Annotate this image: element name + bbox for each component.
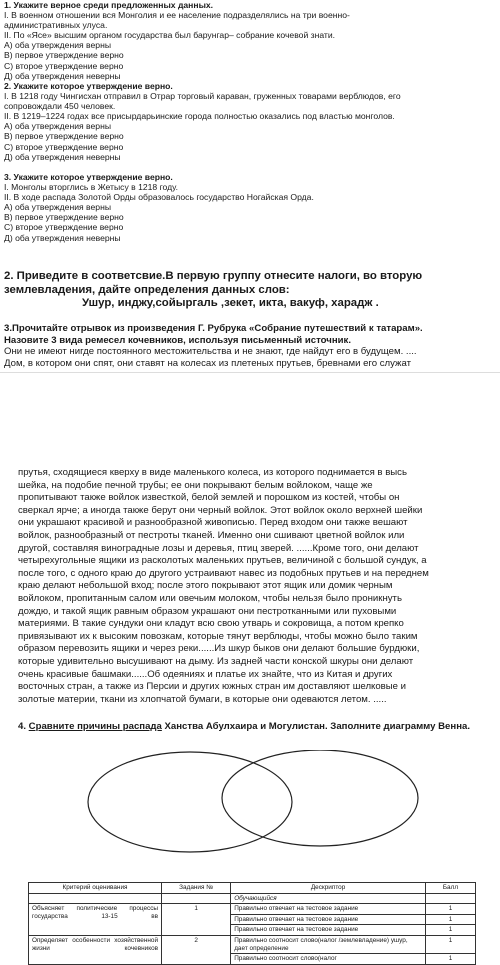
criterion-cell: Объясняет политические процессы государства 13-15 вв [29, 904, 162, 936]
answer-option: Д) оба утверждения неверны [4, 70, 121, 81]
answer-option: Д) оба утверждения неверны [4, 151, 121, 162]
excerpt-line: сверкал ярче; а иногда также берут они черный войлок. Этот войлок около верхней шейки [18, 504, 423, 516]
question-1-title: 1. Укажите верное среди предложенных данных. [4, 0, 214, 10]
table-row [29, 935, 476, 953]
score-cell: 1 [425, 914, 475, 925]
task-2-line: землевладения, дайте определения данных слов: [4, 283, 290, 296]
excerpt-line: пропитывают также войлок известкой, белой землей и порошком из костей, чтобы он [18, 492, 400, 504]
task-2-title: 2. Приведите в соответсвие.В первую группу отнесите налоги, во вторую [4, 270, 423, 282]
task-2 [4, 270, 494, 311]
task-4-title [18, 721, 494, 733]
answer-option: С) второе утверждение верно [4, 141, 124, 152]
answer-option: С) второе утверждение верно [4, 60, 124, 71]
answer-option: А) оба утверждения верны [4, 40, 111, 51]
excerpt-line: которые удивительно высушивают на дыму. Из задней части конской шкуры они делают [18, 655, 414, 667]
question-1-line: II. По «Ясе» высшим органом государства был барунгар– собрание кочевой знати. [4, 30, 336, 41]
excerpt-line: другой, составляя виноградные лозы и деревья, птиц зверей. ......Кроме того, они делают [18, 542, 419, 554]
question-1-line: I. В военном отношении вся Монголия и ее население подразделялись на три военно- [4, 10, 350, 21]
answer-option: Д) оба утверждения неверны [4, 232, 121, 243]
descriptor-cell: Правильно отвечает на тестовое задание [231, 925, 426, 936]
criterion-cell: Определяет особенности хозяйственной жизни кочевников [29, 935, 162, 964]
task-4-number: 4. [18, 721, 29, 732]
descriptor-cell: Правильно соотносит слово(налог /землевладение) ушур, дает определение [231, 935, 426, 953]
task-4-rest: Ханства Абулхаира и Могулистан. Заполните диаграмму Венна. [161, 721, 470, 732]
excerpt-line: они украшают красивой и разнообразной живописью. Перед входом они также вешают [18, 517, 408, 529]
question-3-line: I. Монголы вторглись в Жетысу в 1218 году. [4, 182, 178, 193]
task-3 [4, 323, 494, 370]
task-3-title: Назовите 3 вида ремесел кочевников, используя письменный источник. [4, 334, 352, 346]
page-separator [0, 372, 500, 460]
table-header: Задания № [162, 883, 231, 894]
answer-option: В) первое утверждение верно [4, 212, 124, 223]
score-cell: 1 [425, 925, 475, 936]
excerpt-line: восточных стран, а также из Персии и других южных стран им доставляют шелковые и [18, 681, 407, 693]
excerpt-line: образом перевозить ящики и через реки......Из шкур быков они делают большие бурдюки, [18, 643, 420, 655]
descriptor-cell: Правильно соотносит слово(налог [231, 954, 426, 965]
task-4-underlined: Сравните причины распада [28, 721, 162, 732]
question-2-line: I. В 1218 году Чингисхан отправил в Отрар торговый караван, груженных товарами верблюдов, его [4, 91, 401, 102]
excerpt-line: войлок, разнообразный от пестроты тканей. Именно они сшивают цветной войлок или [18, 529, 405, 541]
excerpt-line: золотые материи, ткани из хлопчатой бумаги, в которые они одеваются летом. ..... [18, 693, 387, 705]
excerpt-line: шейка, на подобие печной трубы; ее они покрывают белым войлоком, чаще же [18, 479, 373, 491]
answer-option: В) первое утверждение верно [4, 131, 124, 142]
question-2-line: сопровождали 450 человек. [4, 101, 116, 112]
answer-option: С) второе утверждение верно [4, 222, 124, 233]
task-3-text: Они не имеют нигде постоянного местожительства и не знают, где найдут его в будущем. .... [4, 346, 417, 358]
descriptor-cell: Правильно отвечает на тестовое задание [231, 914, 426, 925]
question-3 [4, 172, 494, 243]
excerpt-line: четырехугольные ящики из расколотых маленьких прутьев, величиной с большой сундук, а [18, 555, 427, 567]
table-header: Балл [425, 883, 475, 894]
source-excerpt [18, 467, 486, 706]
assessment-table [28, 882, 476, 965]
question-2-title: 2. Укажите которое утверждение верно. [4, 81, 173, 91]
excerpt-line: войлоком, пропитанным салом или овечьим молоком, чтобы нельзя было проникнуть [18, 592, 402, 604]
venn-diagram [0, 750, 500, 860]
score-cell: 1 [425, 954, 475, 965]
excerpt-line: дождю, и такой ящик равным образом украшают они пестротканными или пуховыми [18, 605, 397, 617]
answer-option: А) оба утверждения верны [4, 121, 111, 132]
task-3-title: 3.Прочитайте отрывок из произведения Г. Рубрука «Собрание путешествий к татарам». [4, 323, 423, 334]
task-3-text: Дом, в котором они спят, они ставят на колесах из плетеных прутьев, бревнами его служат [4, 358, 411, 370]
table-subheader: Обучающийся [231, 893, 426, 904]
table-header: Дескриптор [231, 883, 426, 894]
question-3-line: II. В ходе распада Золотой Орды образовалось государство Ногайская Орда. [4, 192, 314, 203]
score-cell: 1 [425, 935, 475, 953]
question-2 [4, 81, 494, 162]
venn-right-circle [222, 750, 418, 846]
question-1-line: административных улуса. [4, 20, 108, 31]
worksheet-page-2 [0, 458, 500, 963]
excerpt-line: после того, с одного краю до другого устраивают навес из подобных прутьев и на переднем [18, 567, 429, 579]
excerpt-line: прутья, сходящиеся кверху в виде маленького колеса, из которого поднимается в высь [18, 467, 407, 478]
answer-option: А) оба утверждения верны [4, 202, 111, 213]
task-number-cell: 1 [162, 904, 231, 936]
question-2-line: II. В 1219–1224 годах все присырдарьинские города полностью оказались под властью монголов. [4, 111, 395, 122]
excerpt-line: краю делают небольшой вход; после этого покрывают этот ящик или домик черным [18, 580, 393, 592]
excerpt-line: очень красивые башмаки......Об одеяниях и платье их знайте, что из Китая и других [18, 668, 393, 680]
question-3-title: 3. Укажите которое утверждение верно. [4, 172, 173, 182]
excerpt-line: привязывают их к высоким повозкам, которые тянут верблюды, чтобы можно было таким [18, 630, 418, 642]
task-2-terms: Ушур, инджу,сойыргаль ,зекет, икта, вакуф, харадж . [82, 297, 379, 309]
worksheet-page-1 [0, 0, 500, 372]
table-header: Критерий оценивания [29, 883, 162, 894]
excerpt-line: материями. В такие сундуки они кладут всю свою утварь и сокровища, а потом крепко [18, 618, 404, 630]
descriptor-cell: Правильно отвечает на тестовое задание [231, 904, 426, 915]
question-1 [4, 0, 494, 81]
task-number-cell: 2 [162, 935, 231, 964]
answer-option: В) первое утверждение верно [4, 50, 124, 61]
table-row [29, 904, 476, 915]
score-cell: 1 [425, 904, 475, 915]
